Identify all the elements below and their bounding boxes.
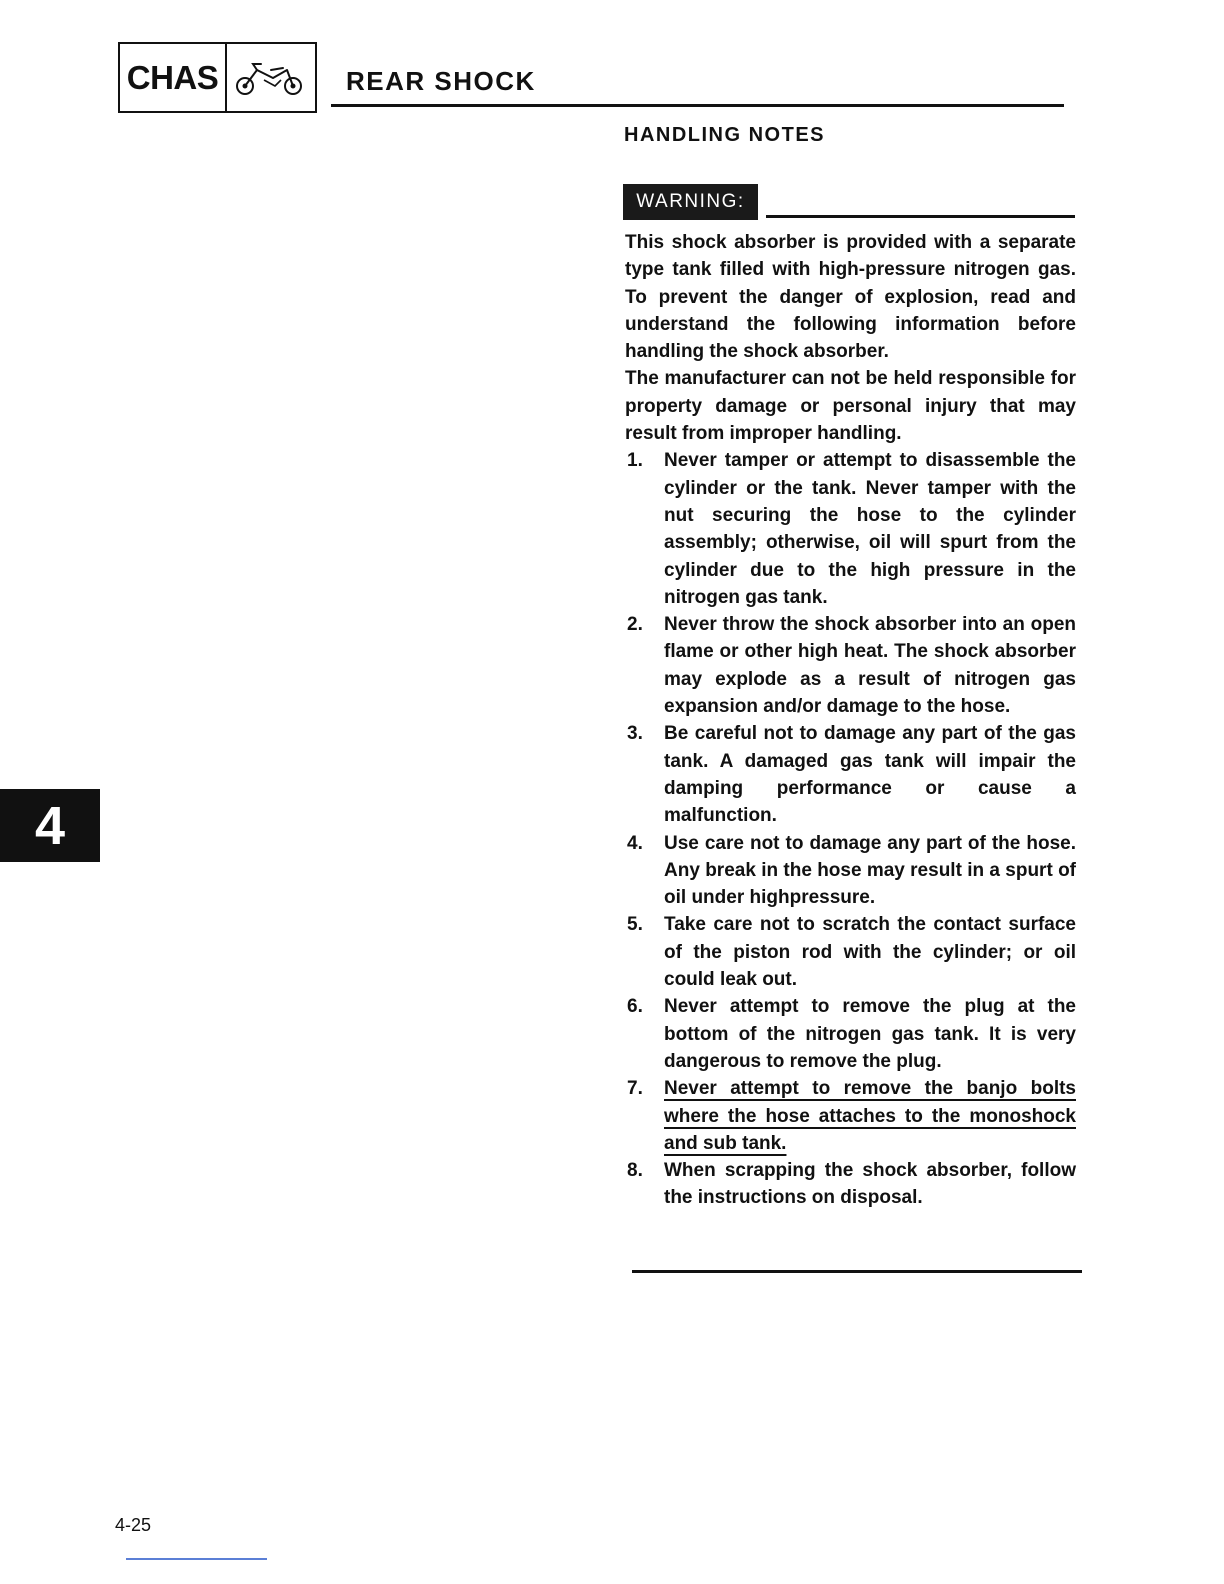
warning-badge: WARNING: [623, 184, 758, 220]
list-item-text: Never throw the shock absorber into an open flame or other high heat. The shock absorber may explode as a result of nitrogen gas expansion and/or damage to the hose. [664, 614, 1076, 718]
list-item-text: Be careful not to damage any part of the gas tank. A damaged gas tank will impair the damping performance or cause a malfunction. [664, 723, 1076, 827]
list-item [625, 1075, 1076, 1157]
list-item-text: Never tamper or attempt to disassemble the cylinder or the tank. Never tamper with the nut securing the hose to the cylinder assembly; otherwise, oil will spurt from the cylinder due to the high pressure in the nitrogen gas tank. [664, 450, 1076, 608]
list-item [625, 1157, 1076, 1212]
list-item-number: 6. [627, 996, 643, 1018]
list-item [625, 611, 1076, 720]
motorcycle-icon [227, 44, 315, 111]
title-divider [331, 104, 1064, 107]
list-item [625, 447, 1076, 611]
list-item [625, 830, 1076, 912]
chapter-tab: 4 [0, 789, 100, 862]
warning-divider [766, 215, 1075, 218]
page-title: REAR SHOCK [346, 66, 536, 96]
list-item [625, 993, 1076, 1075]
warning-end-divider [632, 1270, 1082, 1273]
list-item-number: 2. [627, 614, 643, 636]
list-item-number: 4. [627, 832, 643, 854]
list-item-number: 1. [627, 450, 643, 472]
subheading: HANDLING NOTES [624, 124, 825, 146]
list-item-number: 7. [627, 1078, 643, 1100]
section-header-box [118, 42, 317, 113]
list-item-text: Take care not to scratch the contact surface of the piston rod with the cylinder; or oil could leak out. [664, 914, 1076, 991]
footer-divider [126, 1558, 267, 1560]
list-item-text: When scrapping the shock absorber, follow the instructions on disposal. [664, 1160, 1076, 1209]
list-item-number: 5. [627, 914, 643, 936]
list-item-text: Use care not to damage any part of the hose. Any break in the hose may result in a spurt of oil under highpressure. [664, 832, 1076, 909]
list-item-text-underlined: Never attempt to remove the banjo bolts where the hose attaches to the monoshock and sub tank. [664, 1078, 1076, 1154]
warning-body [625, 229, 1076, 1212]
page-number: 4-25 [115, 1515, 152, 1535]
list-item-number: 3. [627, 723, 643, 745]
list-item [625, 720, 1076, 829]
list-item-number: 8. [627, 1160, 643, 1182]
list-item-text: Never attempt to remove the plug at the bottom of the nitrogen gas tank. It is very dangerous to remove the plug. [664, 996, 1076, 1072]
section-code: CHAS [120, 44, 227, 111]
warning-paragraph: This shock absorber is provided with a separate type tank filled with high-pressure nitrogen gas. To prevent the danger of explosion, read and understand the following information before handling the shock absorber. [625, 232, 1076, 363]
list-item [625, 911, 1076, 993]
warning-paragraph: The manufacturer can not be held responsible for property damage or personal injury that may result from improper handling. [625, 368, 1076, 445]
warning-list [625, 447, 1076, 1211]
